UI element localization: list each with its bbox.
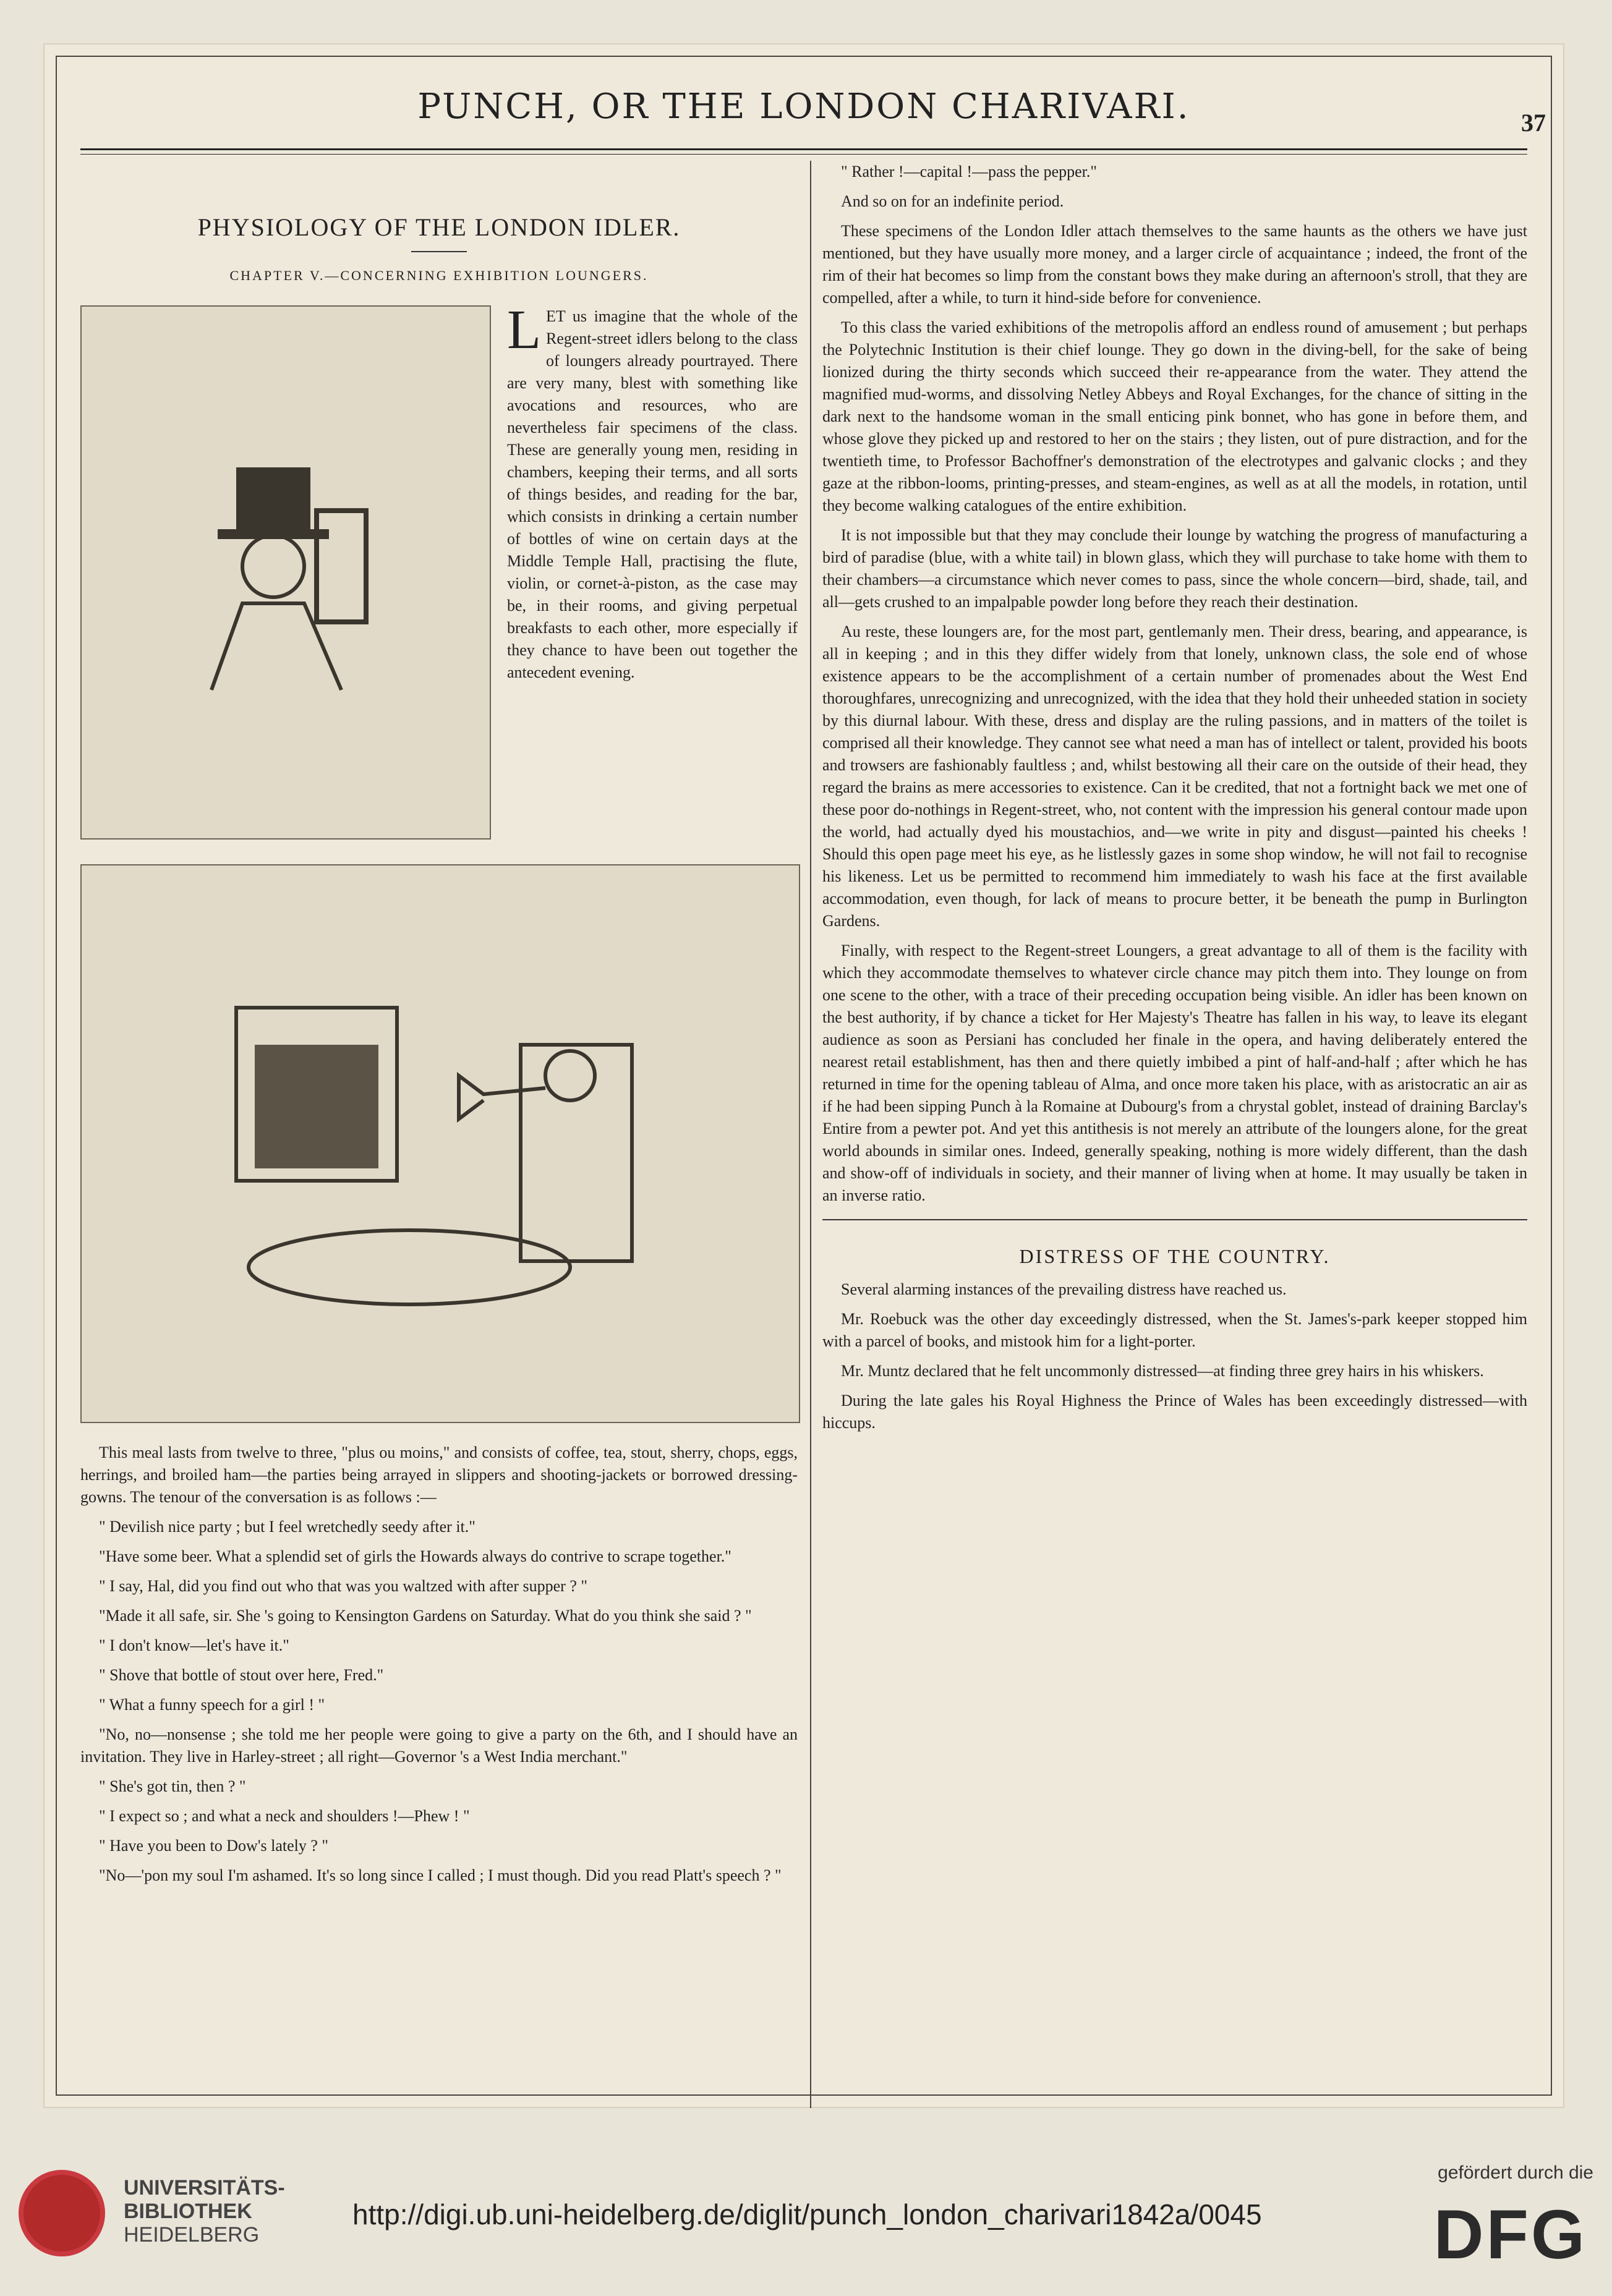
library-name (124, 2176, 285, 2247)
engraving-placeholder-icon (224, 971, 657, 1317)
distress-title: DISTRESS OF THE COUNTRY. (1019, 1245, 1331, 1267)
newspaper-page (43, 43, 1564, 2108)
section-rule (822, 1219, 1527, 1220)
library-line: BIBLIOTHEK (124, 2200, 252, 2223)
drop-cap: L (507, 299, 541, 360)
distress-paragraph: Several alarming instances of the prevailing distress have reached us. (841, 1280, 1287, 1298)
page-number: 37 (1521, 109, 1546, 137)
dialogue-line: " Shove that bottle of stout over here, Fred." (99, 1666, 384, 1684)
left-column (80, 161, 798, 1894)
seal-circle (19, 2170, 105, 2256)
dialogue-line: "No, no—nonsense ; she told me her people were going to give a party on the 6th, and I should have an invitation. They live in Harley-street ; all right—Governor 's a West India merchant." (80, 1725, 798, 1766)
dialogue-line: " Rather !—capital !—pass the pepper." (841, 163, 1097, 181)
library-line: HEIDELBERG (124, 2223, 260, 2247)
column-divider (810, 161, 811, 2108)
article-paragraph-1-text: ET us imagine that the whole of the Regent-street idlers belong to the class of loungers already pourtrayed. There are very many, blest with something like avocations and resources, who are nevertheless fair specimens of the class. These are generally young men, residing in chambers, keeping their terms, and all sorts of things besides, and reading for the bar, which consists in drinking a certain number of bottles of wine on certain days at the Middle Temple Hall, practising the flute, violin, or cornet-à-piston, as the case may be, in their rooms, and giving perpetual breakfasts to each other, more especially if they chance to have been out together the antecedent evening. (507, 307, 798, 681)
article-title: PHYSIOLOGY OF THE LONDON IDLER. (197, 213, 681, 241)
article-paragraph: To this class the varied exhibitions of the metropolis afford an endless round of amusement ; but perhaps the Polytechnic Institution is their chief lounge. They go down in the diving-bell, for the sake of being lionized during the thirty seconds which succeed their re-appearance from the water. They attend the magnified mud-worms, and dissolving Netley Abbeys and Royal Exchanges, for the chance of sitting in the dark next to the handsome woman in the small enticing pink bonnet, who has gone in before them, and whose glove they picked up and restored to her on the stairs ; they listen, out of pure distraction, and for the twentieth time, to Professor Bachoffner's demonstration of the electrotypes and galvanic clocks ; and they gaze at the ribbon-looms, printing-presses, and steam-engines, as well as at all the models, in rotation, until they become walking catalogues of the entire exhibition. (822, 318, 1527, 514)
article-paragraph: Au reste, these loungers are, for the most part, gentlemanly men. Their dress, bearing, and appearance, is all in keeping ; and in this they differ widely from that lonely, unknown class, the sole end of whose existence appears to be the accomplishment of a certain number of promenades about the West End thoroughfares, unrecognizing and unrecognized, with the idea that they hold their unheeded station in society by this diurnal labour. With these, dress and display are the ruling passions, and in matters of the toilet is comprised all their knowledge. They cannot see what need a man has of intellect or talent, provided his boots and trowsers are fashionably faultless ; and, whilst bestowing all their care on the outside of their head, they regard the brains as mere accessories to existence. Can it be credited, that not a fortnight back we met one of these poor do-nothings in Regent-street, who, not content with the impression his general contour made upon the world, had actually dyed his moustachios, and—we write in pity and disgust—painted his cheeks ! Should this open page meet his eye, as he listlessly gazes in some shop window, he will not fail to recognise his likeness. Let us be permitted to recommend him immediately to wash his face at the first available accommodation, even though, for lack of means to procure better, it be beneath the pump in Burlington Gardens. (822, 623, 1527, 930)
dialogue-line: " Have you been to Dow's lately ? " (99, 1837, 329, 1855)
university-seal-icon (12, 2164, 111, 2263)
footer-bar (0, 2145, 1612, 2281)
article-paragraph: Finally, with respect to the Regent-street Loungers, a great advantage to all of them is the facility with which they accommodate themselves to whatever circle chance may pitch them into. They lounge on from one scene to the other, with a trace of their preceding occupation being visible. An idler has been known on the best authority, if by chance a ticket for Her Majesty's Theatre has fallen in his way, to leave its elegant audience as soon as Persiani has concluded her finale in the opera, and having deliberately entered the nearest retail establishment, has then and there quietly imbibed a pint of half-and-half ; after which he has returned in time for the opening tableau of Alma, and once more taken his place, with as aristocratic an air as if he had been sipping Punch à la Romaine at Dubourg's from a chrystal goblet, instead of draining Barclay's Entire from a pewter pot. And yet this antithesis is not merely an attribute of the loungers alone, for the great world abounds in similar ones. Indeed, generally speaking, nothing is more widely different, than the dash and show-off of individuals in society, and their manner of living when at home. It may usually be taken in an inverse ratio. (822, 942, 1527, 1204)
article-paragraph-2: This meal lasts from twelve to three, "plus ou moins," and consists of coffee, tea, stout, sherry, chops, eggs, herrings, and broiled ham—the parties being arrayed in slippers and shooting-jackets or borrowed dressing-gowns. The tenour of the conversation is as follows :— (80, 1444, 798, 1506)
dialogue-line: " I don't know—let's have it." (99, 1636, 289, 1654)
dialogue-line: " She's got tin, then ? " (99, 1777, 246, 1795)
distress-paragraph: Mr. Muntz declared that he felt uncommonly distressed—at finding three grey hairs in his whiskers. (841, 1362, 1484, 1380)
chapter-heading: CHAPTER V.—CONCERNING EXHIBITION LOUNGERS. (229, 268, 649, 283)
dialogue-line: " I say, Hal, did you find out who that was you waltzed with after supper ? " (99, 1577, 587, 1595)
engraving-idler-with-top-hat (80, 305, 491, 840)
article-paragraph: It is not impossible but that they may conclude their lounge by watching the progress of manufacturing a bird of paradise (blue, with a white tail) in blown glass, which they will purchase to take home with them to their chambers—a circumstance which never comes to pass, since the whole concern—bird, shade, tail, and all—gets crushed to an impalpable powder long before they reach their destination. (822, 526, 1527, 611)
header-rule (80, 148, 1527, 155)
dialogue-line: " What a funny speech for a girl ! " (99, 1696, 325, 1714)
title-rule (411, 251, 467, 252)
dialogue-line: "No—'pon my soul I'm ashamed. It's so long since I called ; I must though. Did you read Platt's speech ? " (99, 1866, 782, 1884)
library-line: UNIVERSITÄTS- (124, 2176, 285, 2200)
funded-by-text: gefördert durch die (1438, 2162, 1593, 2183)
article-paragraph: These specimens of the London Idler attach themselves to the same haunts as the others we have just mentioned, but they have usually more money, and a larger circle of acquaintance ; indeed, the front of the rim of their hat becomes so limp from the constant bows they make during an afternoon's stroll, that they are compelled, after a while, to turn it hind-side before for convenience. (822, 222, 1527, 307)
dfg-logo: DFG (1433, 2196, 1587, 2273)
article-paragraph: And so on for an indefinite period. (841, 192, 1064, 210)
right-column (822, 161, 1527, 1442)
masthead-title: PUNCH, OR THE LONDON CHARIVARI. (417, 87, 1190, 127)
engraving-placeholder-icon (156, 443, 416, 702)
dialogue-line: "Have some beer. What a splendid set of girls the Howards always do contrive to scrape together." (99, 1547, 731, 1565)
dialogue-line: " Devilish nice party ; but I feel wretchedly seedy after it." (99, 1518, 475, 1536)
source-url-link[interactable]: http://digi.ub.uni-heidelberg.de/diglit/punch_london_charivari1842a/0045 (352, 2198, 1262, 2230)
dialogue-line: " I expect so ; and what a neck and shoulders !—Phew ! " (99, 1807, 470, 1825)
distress-paragraph: During the late gales his Royal Highness the Prince of Wales has been exceedingly distressed—with hiccups. (822, 1392, 1527, 1432)
engraving-man-playing-cornet (80, 864, 800, 1423)
distress-paragraph: Mr. Roebuck was the other day exceedingly distressed, when the St. James's-park keeper stopped him with a parcel of books, and mistook him for a light-porter. (822, 1310, 1527, 1350)
dialogue-line: "Made it all safe, sir. She 's going to Kensington Gardens on Saturday. What do you think she said ? " (99, 1607, 752, 1625)
